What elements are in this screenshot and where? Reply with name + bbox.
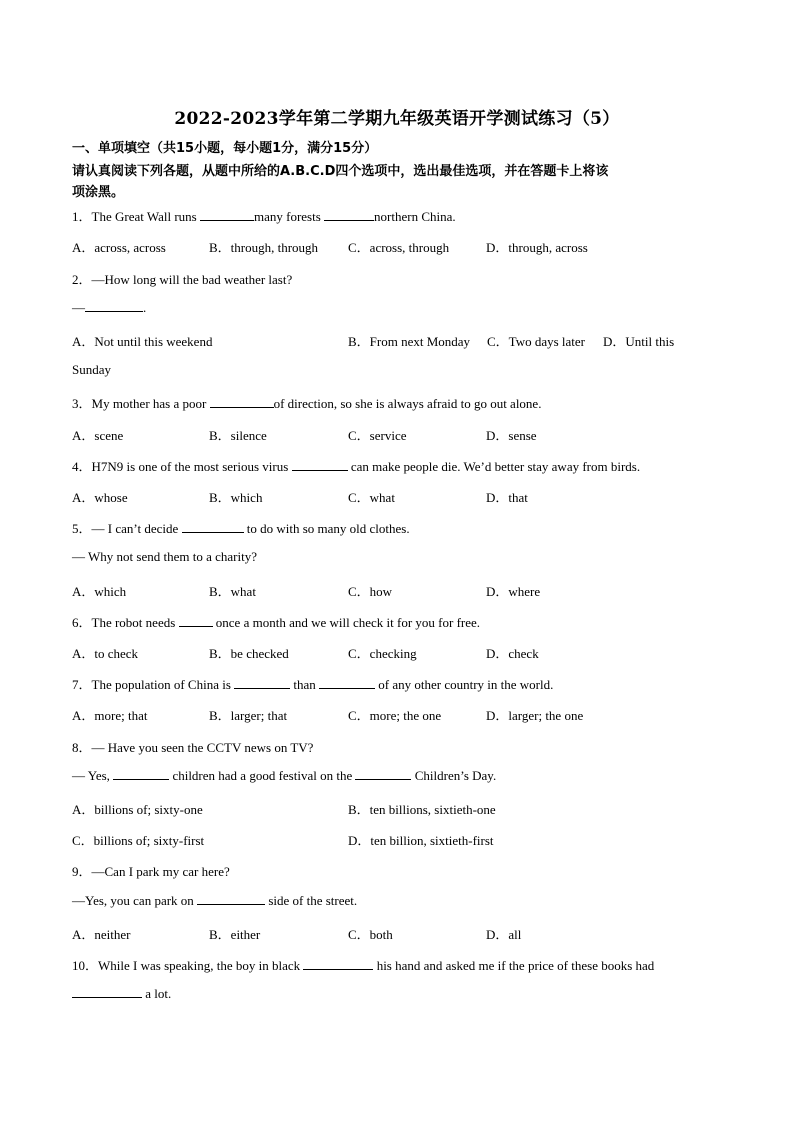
option-b[interactable]: B．what xyxy=(209,584,256,599)
question-7: 7．The population of China is than of any other country in the world. xyxy=(72,677,554,692)
answer-blank xyxy=(179,615,213,627)
option-d[interactable]: D．all xyxy=(486,927,522,942)
answer-blank xyxy=(319,677,375,689)
section-instruction: 请认真阅读下列各题，从题中所给的A.B.C.D四个选项中，选出最佳选项，并在答题卡上将该 xyxy=(72,164,609,179)
answer-blank xyxy=(113,768,169,780)
option-b[interactable]: B．which xyxy=(209,490,263,505)
question-2-reply: — . xyxy=(72,300,147,315)
option-c[interactable]: C．what xyxy=(348,490,395,505)
option-d[interactable]: D．that xyxy=(486,490,528,505)
option-c[interactable]: C．more; the one xyxy=(348,708,442,723)
question-1: 1．The Great Wall runs many forests northern China. xyxy=(72,209,456,224)
option-c[interactable]: C．how xyxy=(348,584,393,599)
option-a[interactable]: A．billions of; sixty-one xyxy=(72,802,203,817)
option-d[interactable]: D．check xyxy=(486,646,539,661)
option-d-wrap: Sunday xyxy=(72,362,111,377)
option-d[interactable]: D．Until this xyxy=(603,334,675,349)
question-6: 6．The robot needs once a month and we will check it for you for free. xyxy=(72,615,481,630)
option-a[interactable]: A．more; that xyxy=(72,708,148,723)
answer-blank xyxy=(292,459,348,471)
question-number: 7． xyxy=(72,677,92,692)
question-number: 8． xyxy=(72,740,92,755)
option-c[interactable]: C．both xyxy=(348,927,393,942)
option-a[interactable]: A．scene xyxy=(72,428,124,443)
option-b[interactable]: B．larger; that xyxy=(209,708,288,723)
option-b[interactable]: B．From next Monday xyxy=(348,334,471,349)
question-10-cont: a lot. xyxy=(72,986,171,1002)
question-number: 2． xyxy=(72,272,92,287)
question-10: 10．While I was speaking, the boy in black his hand and asked me if the price of these books had xyxy=(72,958,655,973)
question-5: 5．— I can’t decide to do with so many old clothes. xyxy=(72,521,410,536)
option-d[interactable]: D．larger; the one xyxy=(486,708,584,723)
question-5-reply: — Why not send them to a charity? xyxy=(72,549,257,564)
option-a[interactable]: A．whose xyxy=(72,490,128,505)
answer-blank xyxy=(303,958,373,970)
answer-blank xyxy=(210,396,274,408)
question-9-reply: —Yes, you can park on side of the street. xyxy=(72,893,358,908)
question-number: 10． xyxy=(72,958,99,973)
option-c[interactable]: C．checking xyxy=(348,646,417,661)
answer-blank xyxy=(182,521,244,533)
question-9: 9．—Can I park my car here? xyxy=(72,864,230,879)
question-3: 3．My mother has a poor of direction, so she is always afraid to go out alone. xyxy=(72,396,542,411)
option-c[interactable]: C．service xyxy=(348,428,407,443)
answer-blank xyxy=(234,677,290,689)
option-a[interactable]: A．to check xyxy=(72,646,139,661)
option-b[interactable]: B．through, through xyxy=(209,240,319,255)
question-number: 6． xyxy=(72,615,92,630)
option-c[interactable]: C．billions of; sixty-first xyxy=(72,833,205,848)
question-8: 8．— Have you seen the CCTV news on TV? xyxy=(72,740,314,755)
option-a[interactable]: A．Not until this weekend xyxy=(72,334,213,349)
option-d[interactable]: D．sense xyxy=(486,428,537,443)
option-b[interactable]: B．be checked xyxy=(209,646,289,661)
option-d[interactable]: D．ten billion, sixtieth-first xyxy=(348,833,494,848)
option-b[interactable]: B．either xyxy=(209,927,261,942)
answer-blank xyxy=(197,893,265,905)
option-b[interactable]: B．ten billions, sixtieth-one xyxy=(348,802,496,817)
question-number: 4． xyxy=(72,459,92,474)
question-8-reply: — Yes, children had a good festival on the Children’s Day. xyxy=(72,768,497,783)
question-number: 9． xyxy=(72,864,92,879)
option-a[interactable]: A．neither xyxy=(72,927,131,942)
option-d[interactable]: D．where xyxy=(486,584,541,599)
answer-blank xyxy=(355,768,411,780)
answer-blank xyxy=(200,209,254,221)
page-title: 2022-2023学年第二学期九年级英语开学测试练习（5） xyxy=(174,109,620,129)
answer-blank xyxy=(324,209,374,221)
option-c[interactable]: C．across, through xyxy=(348,240,450,255)
option-a[interactable]: A．which xyxy=(72,584,127,599)
option-c[interactable]: C．Two days later xyxy=(487,334,586,349)
question-number: 1． xyxy=(72,209,92,224)
question-2: 2．—How long will the bad weather last? xyxy=(72,272,293,287)
question-number: 5． xyxy=(72,521,92,536)
section-instruction-cont: 项涂黑。 xyxy=(72,185,125,200)
option-d[interactable]: D．through, across xyxy=(486,240,588,255)
question-4: 4．H7N9 is one of the most serious virus can make people die. We’d better stay away from birds. xyxy=(72,459,641,474)
question-number: 3． xyxy=(72,396,92,411)
answer-blank xyxy=(72,986,142,998)
option-b[interactable]: B．silence xyxy=(209,428,267,443)
answer-blank xyxy=(85,300,143,312)
section-heading: 一、单项填空（共15小题，每小题1分，满分15分） xyxy=(72,141,378,156)
option-a[interactable]: A．across, across xyxy=(72,240,166,255)
